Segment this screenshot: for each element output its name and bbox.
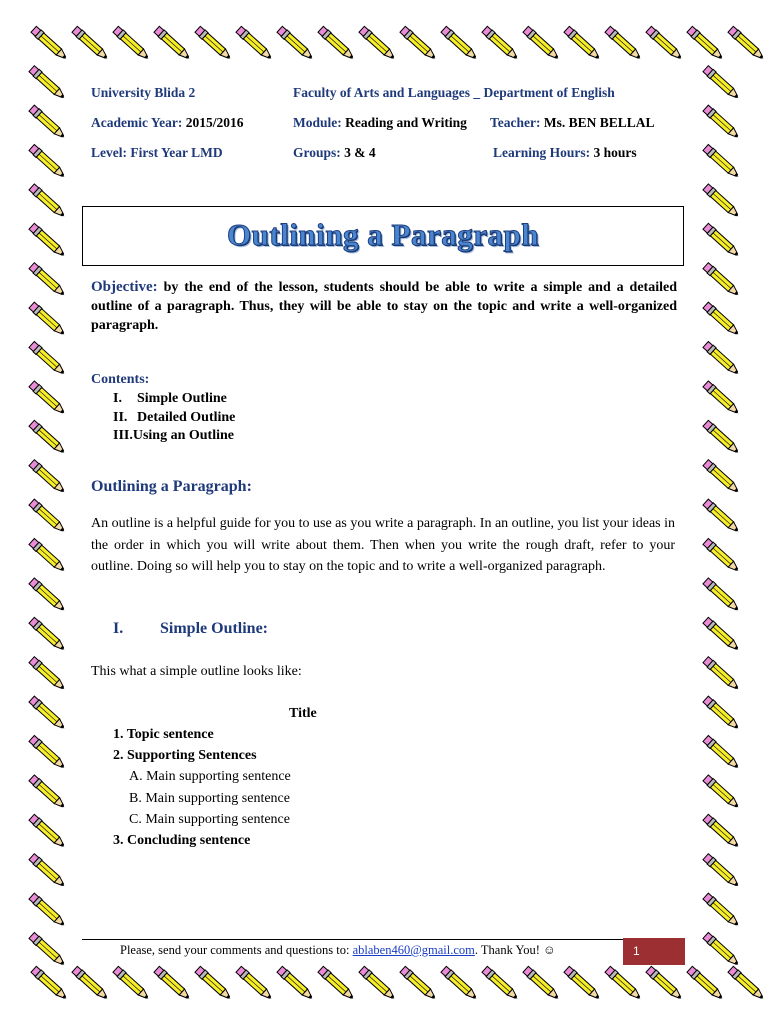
learning-hours: Learning Hours: 3 hours <box>493 145 637 160</box>
outline-intro: This what a simple outline looks like: <box>91 664 302 679</box>
contents-item: II. Detailed Outline <box>113 409 236 425</box>
faculty-name: Faculty of Arts and Languages _ Department of English <box>293 85 615 100</box>
teacher: Teacher: Ms. BEN BELLAL <box>490 115 655 130</box>
objective-text: by the end of the lesson, students should be able to write a simple and a detailed outline of a paragraph. Thus, they will be able to stay on the topic and write a well-organized paragraph. <box>91 280 678 333</box>
subsection-number: I. <box>113 620 124 637</box>
contents-item: III.Using an Outline <box>113 428 234 443</box>
contents-list <box>113 390 235 446</box>
objective-label: Objective: <box>91 279 158 295</box>
page-number: 1 <box>633 944 640 958</box>
footer-divider <box>82 939 628 940</box>
subsection-title: Simple Outline: <box>160 620 269 637</box>
outline-sub-item: A. Main supporting sentence <box>129 769 291 784</box>
email-link[interactable]: ablaben460@gmail.com <box>352 943 475 957</box>
contents-item: I. Simple Outline <box>113 391 227 406</box>
contents-title: Contents: <box>91 372 150 387</box>
title-box <box>82 206 684 266</box>
outline-supporting: 2. Supporting Sentences <box>113 748 257 763</box>
outline-topic: 1. Topic sentence <box>113 727 214 742</box>
outline-sub-item: B. Main supporting sentence <box>129 791 290 806</box>
level: Level: First Year LMD <box>91 145 223 160</box>
academic-year: Academic Year: 2015/2016 <box>91 115 244 130</box>
university-name: University Blida 2 <box>91 85 196 100</box>
outline-sub-item: C. Main supporting sentence <box>129 812 290 827</box>
module: Module: Reading and Writing <box>293 115 467 130</box>
objective <box>91 278 677 335</box>
page-number-badge <box>623 938 685 965</box>
outline-title: Title <box>289 706 317 721</box>
section-paragraph: An outline is a helpful guide for you to use as you write a paragraph. In an outline, you list your ideas in the order in which you will write about them. Then when you write the rough draft, refer to your outline. Doing so will help you to stay on the topic and to write a well-organized paragraph. <box>91 516 675 574</box>
document-title: Outlining a Paragraph <box>227 217 539 252</box>
outline-concluding: 3. Concluding sentence <box>113 833 251 848</box>
section-heading: Outlining a Paragraph: <box>91 478 252 495</box>
groups: Groups: 3 & 4 <box>293 145 376 160</box>
footer-note: Please, send your comments and questions to: ablaben460@gmail.com. Thank You! ☺ <box>120 943 556 957</box>
